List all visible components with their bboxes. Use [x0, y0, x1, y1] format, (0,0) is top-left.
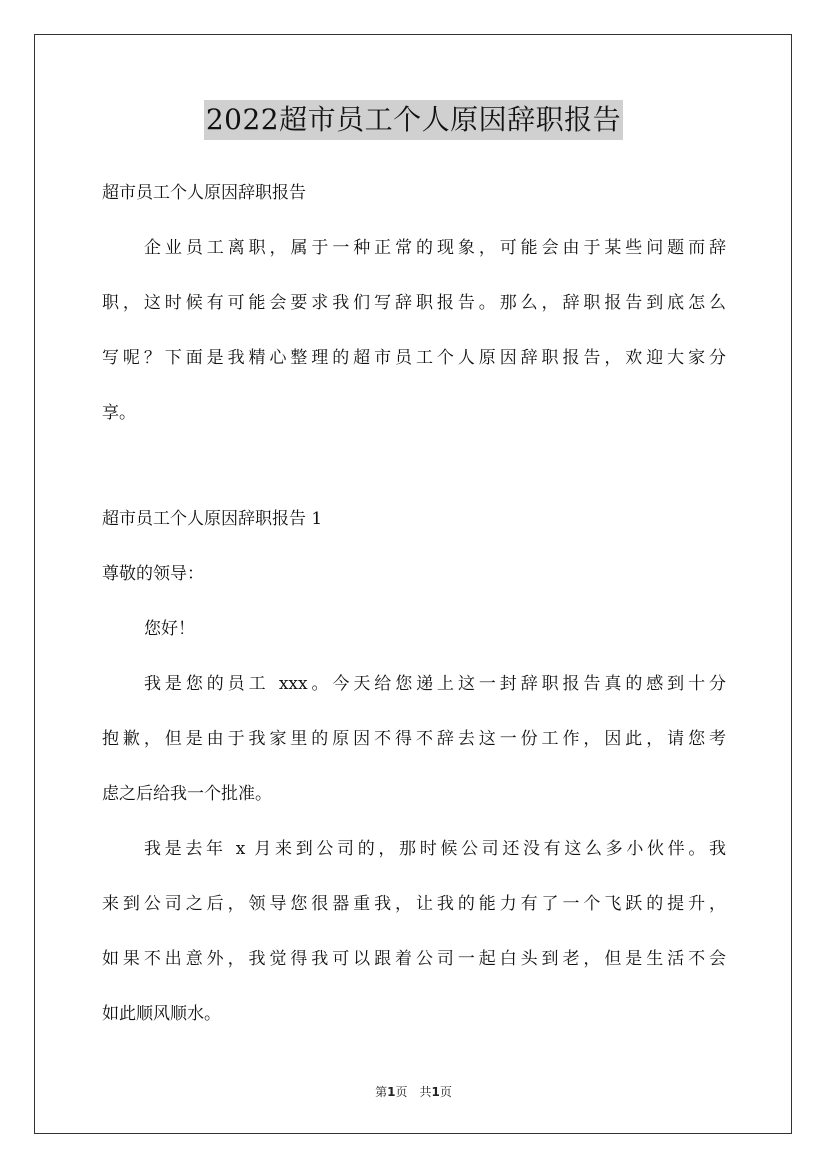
footer-page-prefix: 第 [375, 1085, 388, 1099]
paragraph-line: 职，这时候有可能会要求我们写辞职报告。那么，辞职报告到底怎么 [102, 293, 726, 313]
footer-total-pages: 1 [431, 1085, 440, 1099]
paragraph-line: 虑之后给我一个批准。 [102, 784, 272, 804]
section-heading: 超市员工个人原因辞职报告 [102, 183, 306, 203]
paragraph-line: 写呢？下面是我精心整理的超市员工个人原因辞职报告，欢迎大家分 [102, 348, 726, 368]
footer-page-number: 1 [387, 1085, 396, 1099]
paragraph-line: 我是您的员工 xxx。今天给您递上这一封辞职报告真的感到十分 [144, 674, 726, 694]
title-container [0, 100, 827, 140]
paragraph-line: 企业员工离职，属于一种正常的现象，可能会由于某些问题而辞 [144, 238, 726, 258]
footer-page-suffix: 页 [439, 1085, 452, 1099]
greeting: 您好！ [144, 619, 195, 639]
paragraph-line: 来到公司之后，领导您很器重我，让我的能力有了一个飞跃的提升， [102, 894, 726, 914]
section-heading: 超市员工个人原因辞职报告 1 [102, 509, 323, 529]
paragraph-line: 如果不出意外，我觉得我可以跟着公司一起白头到老，但是生活不会 [102, 949, 726, 969]
page-footer [0, 1083, 827, 1100]
paragraph-line: 抱歉，但是由于我家里的原因不得不辞去这一份工作，因此，请您考 [102, 729, 726, 749]
paragraph-line: 享。 [102, 403, 136, 423]
paragraph-line: 如此顺风顺水。 [102, 1004, 221, 1024]
salutation: 尊敬的领导： [102, 564, 204, 584]
document-title: 2022超市员工个人原因辞职报告 [204, 100, 623, 140]
paragraph-line: 我是去年 x 月来到公司的，那时候公司还没有这么多小伙伴。我 [144, 839, 726, 859]
footer-page-mid: 页 共 [395, 1085, 432, 1099]
